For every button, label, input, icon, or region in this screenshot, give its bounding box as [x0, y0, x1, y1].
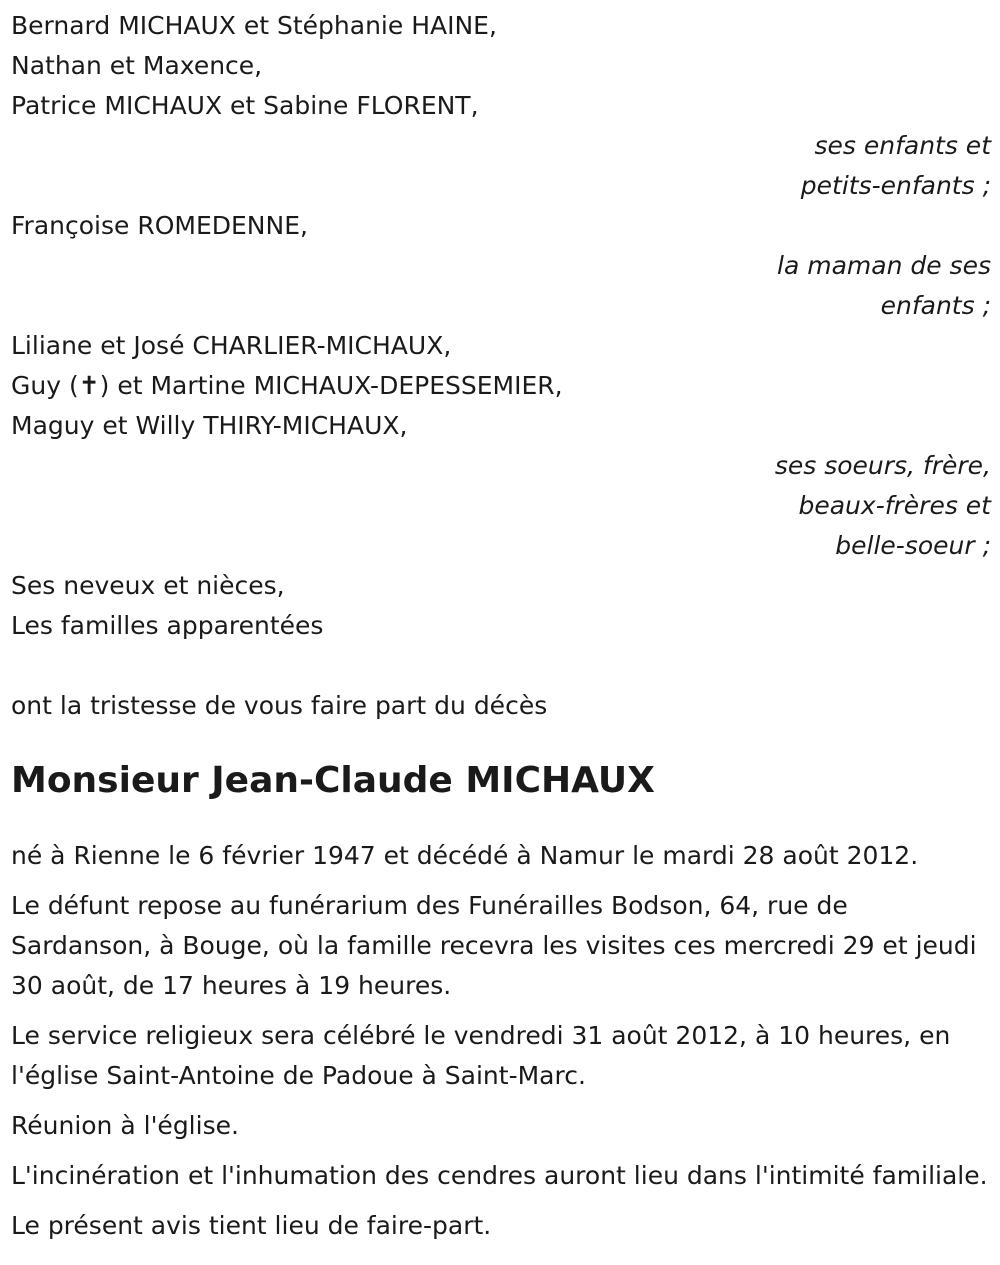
relation-label: petits-enfants ; [800, 171, 991, 200]
detail-paragraph: Le défunt repose au funérarium des Funérailles Bodson, 64, rue de Sardanson, à Bouge, où la famille recevra les visites ces mercredi 29 et jeudi 30 août, de 17 heures à 19 heures. [11, 891, 977, 1000]
spacer [11, 646, 991, 686]
mother-block [11, 206, 991, 326]
relation-label: ses enfants et [814, 131, 991, 160]
family-line: Guy (✝) et Martine MICHAUX-DEPESSEMIER, [11, 371, 563, 400]
relation-label: ses soeurs, frère, [774, 451, 991, 480]
family-line: Patrice MICHAUX et Sabine FLORENT, [11, 91, 479, 120]
family-line: Bernard MICHAUX et Stéphanie HAINE, [11, 11, 497, 40]
family-line: Les familles apparentées [11, 611, 324, 640]
details-block [11, 836, 991, 1246]
family-line: Nathan et Maxence, [11, 51, 263, 80]
relation-label: beaux-frères et [798, 491, 991, 520]
family-line: Liliane et José CHARLIER-MICHAUX, [11, 331, 452, 360]
obituary-notice [11, 6, 991, 1256]
siblings-block [11, 326, 991, 566]
detail-paragraph: Le service religieux sera célébré le vendredi 31 août 2012, à 10 heures, en l'église Saint-Antoine de Padoue à Saint-Marc. [11, 1021, 951, 1090]
detail-paragraph: Le présent avis tient lieu de faire-part. [11, 1211, 492, 1240]
detail-paragraph: né à Rienne le 6 février 1947 et décédé à Namur le mardi 28 août 2012. [11, 841, 919, 870]
deceased-name: Monsieur Jean-Claude MICHAUX [11, 760, 655, 801]
family-line: Maguy et Willy THIRY-MICHAUX, [11, 411, 408, 440]
family-line: Françoise ROMEDENNE, [11, 211, 308, 240]
announcement-text: ont la tristesse de vous faire part du décès [11, 691, 548, 720]
detail-paragraph: Réunion à l'église. [11, 1111, 239, 1140]
others-block [11, 566, 991, 646]
family-line: Ses neveux et nièces, [11, 571, 285, 600]
detail-paragraph: L'incinération et l'inhumation des cendres auront lieu dans l'intimité familiale. [11, 1161, 988, 1190]
relation-label: enfants ; [880, 291, 991, 320]
relation-label: belle-soeur ; [835, 531, 991, 560]
relation-label: la maman de ses [777, 251, 991, 280]
children-block [11, 6, 991, 206]
